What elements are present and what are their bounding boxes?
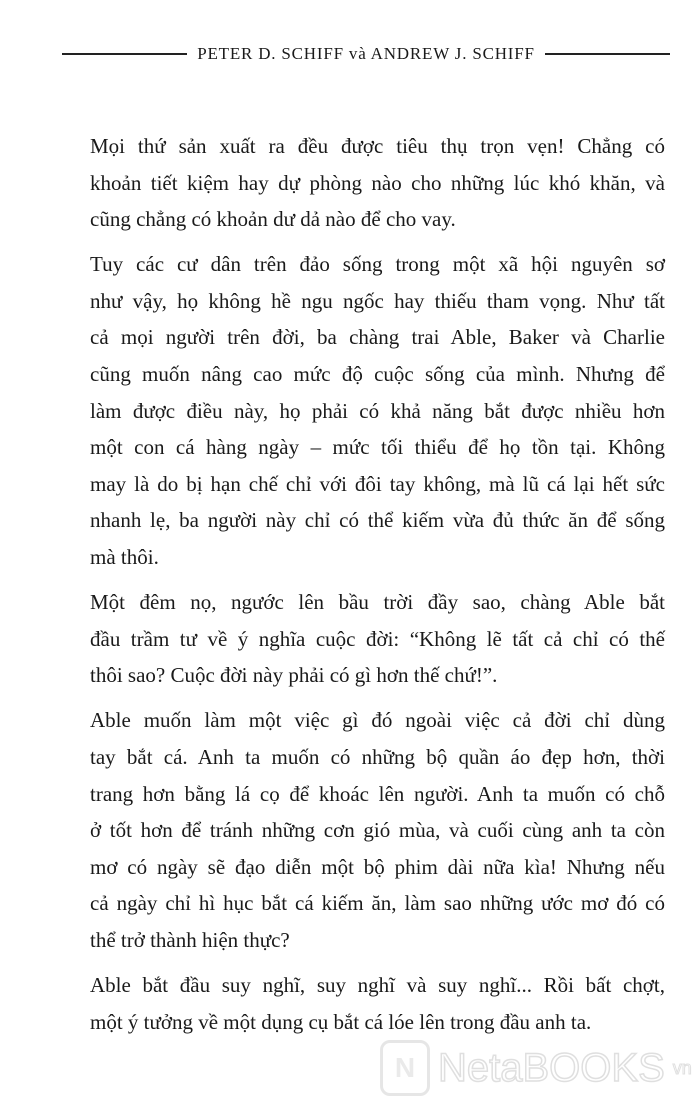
text-line: một ý tưởng về một dụng cụ bắt cá lóe lên trong đầu anh ta. — [90, 1009, 592, 1034]
running-title: PETER D. SCHIFF và ANDREW J. SCHIFF — [197, 44, 535, 63]
text-line: mơ có ngày sẽ đạo diễn một bộ phim dài nữa kìa! Nhưng nếu — [90, 854, 665, 879]
text-line: cũng chẳng có khoản dư dả nào để cho vay. — [90, 207, 456, 232]
paragraph — [90, 967, 665, 1040]
text-line: Tuy các cư dân trên đảo sống trong một xã hội nguyên sơ — [90, 252, 665, 277]
text-line: một con cá hàng ngày – mức tối thiểu để họ tồn tại. Không — [90, 435, 665, 460]
text-line: Một đêm nọ, ngước lên bầu trời đầy sao, chàng Able bắt — [90, 590, 665, 615]
text-line: cả ngày chỉ hì hục bắt cá kiếm ăn, làm sao những ước mơ đó có — [90, 891, 665, 916]
header-rule-right — [545, 53, 670, 55]
paragraph — [90, 128, 665, 238]
paragraph — [90, 702, 665, 958]
running-header — [62, 44, 670, 64]
paragraph — [90, 246, 665, 575]
text-line: thể trở thành hiện thực? — [90, 927, 290, 952]
text-line: nhanh lẹ, ba người này chỉ có thể kiếm vừa đủ thức ăn để sống — [90, 508, 665, 533]
netabooks-logo-icon: N — [380, 1040, 430, 1096]
watermark-tld: vn — [672, 1057, 692, 1078]
text-line: cả mọi người trên đời, ba chàng trai Able, Baker và Charlie — [90, 325, 665, 350]
text-line: khoản tiết kiệm hay dự phòng nào cho những lúc khó khăn, và — [90, 170, 665, 195]
text-line: Mọi thứ sản xuất ra đều được tiêu thụ trọn vẹn! Chẳng có — [90, 134, 665, 158]
page-body — [90, 128, 665, 1049]
text-line: may là do bị hạn chế chỉ với đôi tay không, mà lũ cá lại hết sức — [90, 471, 665, 496]
watermark-logo — [380, 1040, 692, 1096]
text-line: trang hơn bằng lá cọ để khoác lên người. Anh ta muốn có chỗ — [90, 781, 665, 806]
text-line: thôi sao? Cuộc đời này phải có gì hơn thế chứ!”. — [90, 663, 498, 688]
text-line: Able muốn làm một việc gì đó ngoài việc cả đời chỉ dùng — [90, 708, 665, 733]
watermark-brand: NetaBOOKS — [438, 1045, 665, 1090]
text-line: ở tốt hơn để tránh những cơn gió mùa, và cuối cùng anh ta còn — [90, 818, 665, 843]
text-line: mà thôi. — [90, 545, 159, 570]
text-line: Able bắt đầu suy nghĩ, suy nghĩ và suy nghĩ... Rồi bất chợt, — [90, 973, 665, 998]
header-rule-left — [62, 53, 187, 55]
text-line: như vậy, họ không hề ngu ngốc hay thiếu tham vọng. Như tất — [90, 288, 665, 313]
text-line: cũng muốn nâng cao mức độ cuộc sống của mình. Nhưng để — [90, 362, 665, 387]
text-line: đầu trầm tư về ý nghĩa cuộc đời: “Không lẽ tất cả chỉ có thế — [90, 626, 665, 651]
paragraph — [90, 584, 665, 694]
text-line: tay bắt cá. Anh ta muốn có những bộ quần áo đẹp hơn, thời — [90, 745, 665, 769]
text-line: làm được điều này, họ phải có khả năng bắt được nhiều hơn — [90, 398, 665, 423]
